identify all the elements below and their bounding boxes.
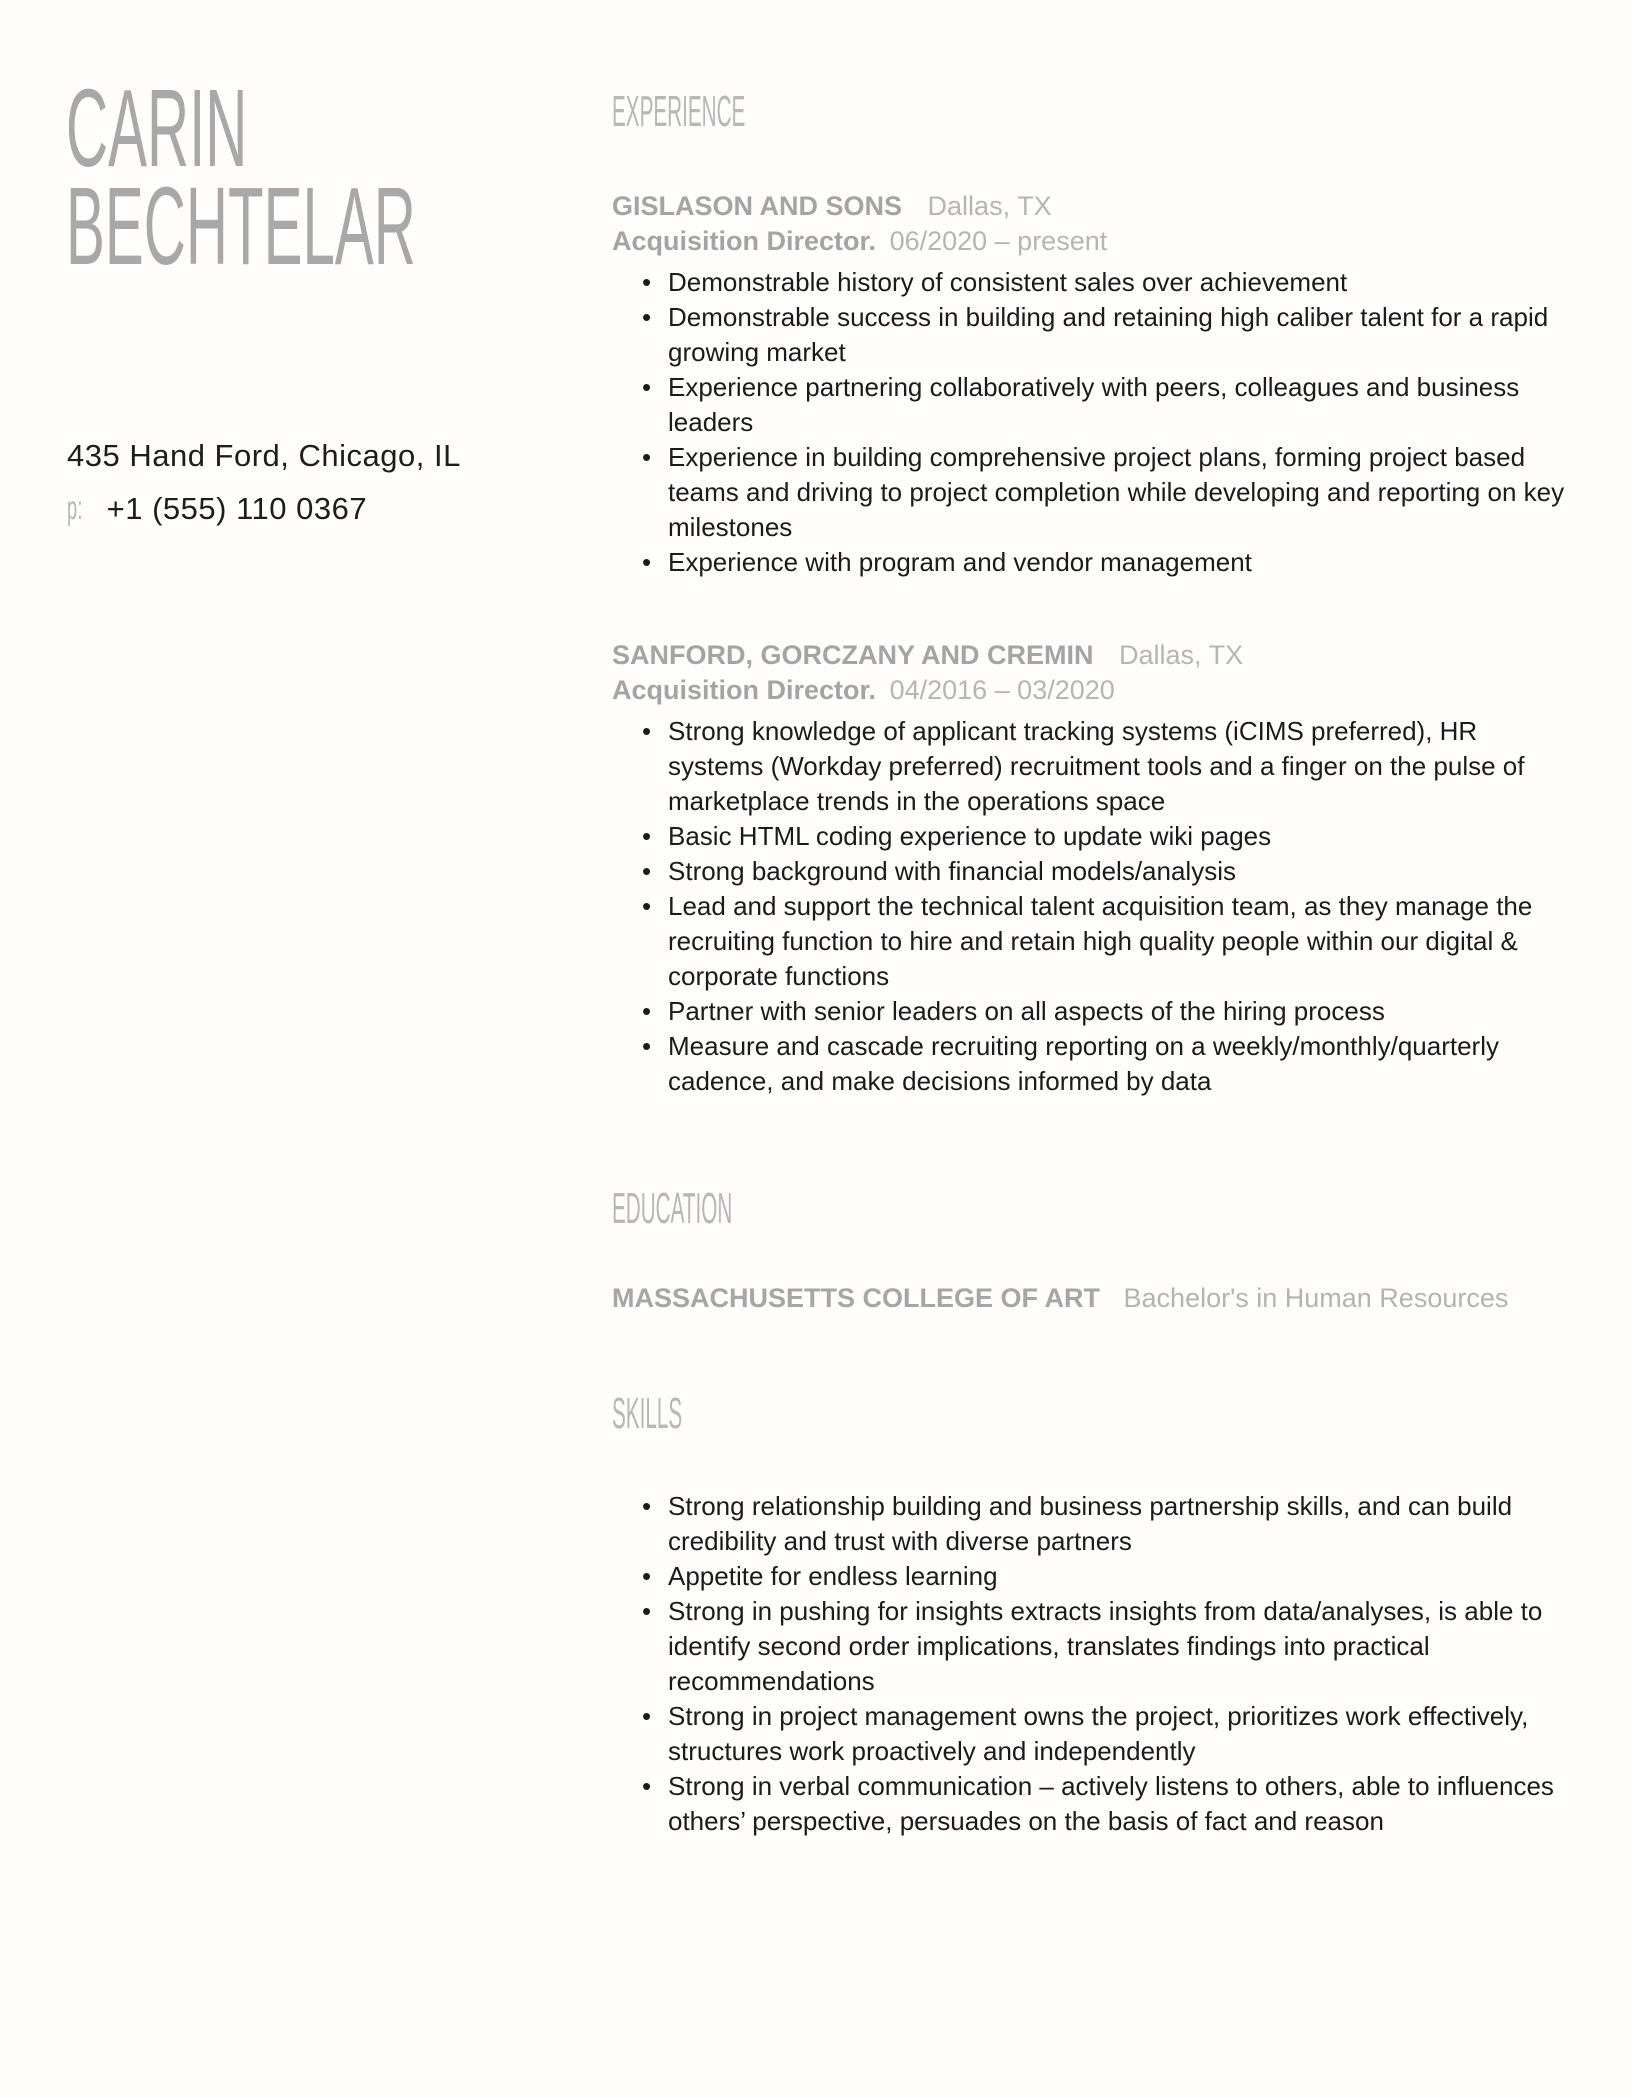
bullet-item: • Lead and support the technical talent acquisition team, as they manage the recruiting function to hire and retain high quality people within our digital & corporate functions bbox=[668, 889, 1577, 994]
job-entry bbox=[612, 638, 1577, 1099]
skill-item: • Strong in verbal communication – actively listens to others, able to influences others’ perspective, persuades on the basis of fact and reason bbox=[668, 1769, 1577, 1839]
skill-item: • Strong relationship building and business partnership skills, and can build credibility and trust with diverse partners bbox=[668, 1489, 1577, 1559]
role-line bbox=[612, 673, 1577, 708]
bullet-item: • Strong knowledge of applicant tracking systems (iCIMS preferred), HR systems (Workday preferred) recruitment tools and a finger on the pulse of marketplace trends in the operations space bbox=[668, 714, 1577, 819]
bullet-item: • Demonstrable success in building and retaining high caliber talent for a rapid growing market bbox=[668, 300, 1577, 370]
company-location: Dallas, TX bbox=[927, 191, 1052, 221]
bullet-item: • Partner with senior leaders on all aspects of the hiring process bbox=[668, 994, 1577, 1029]
section-education bbox=[612, 1184, 1577, 1316]
bullet-item: • Strong background with financial models/analysis bbox=[668, 854, 1577, 889]
job-role: Acquisition Director. bbox=[612, 675, 877, 705]
company-line bbox=[612, 189, 1577, 224]
job-dates: 04/2016 – 03/2020 bbox=[889, 675, 1115, 705]
job-role: Acquisition Director. bbox=[612, 226, 877, 256]
skills-list bbox=[612, 1489, 1577, 1839]
bullet-item: • Demonstrable history of consistent sales over achievement bbox=[668, 265, 1577, 300]
skill-item: • Appetite for endless learning bbox=[668, 1559, 1577, 1594]
company-name: SANFORD, GORCZANY AND CREMIN bbox=[612, 640, 1094, 670]
bullet-item: • Experience partnering collaboratively with peers, colleagues and business leaders bbox=[668, 370, 1577, 440]
bullet-list bbox=[612, 714, 1577, 1099]
contact-phone bbox=[67, 488, 367, 529]
bullet-item: • Measure and cascade recruiting reporting on a weekly/monthly/quarterly cadence, and make decisions informed by data bbox=[668, 1029, 1577, 1099]
section-skills bbox=[612, 1389, 1577, 1839]
education-entry bbox=[612, 1281, 1577, 1316]
bullet-item: • Experience with program and vendor management bbox=[668, 545, 1577, 580]
section-experience bbox=[612, 87, 1577, 1099]
bullet-item: • Experience in building comprehensive project plans, forming project based teams and driving to project completion while developing and reporting on key milestones bbox=[668, 440, 1577, 545]
education-section-title: EDUCATION bbox=[612, 1184, 733, 1233]
school-name: MASSACHUSETTS COLLEGE OF ART bbox=[612, 1283, 1101, 1313]
job-dates: 06/2020 – present bbox=[889, 226, 1108, 256]
bullet-item: • Basic HTML coding experience to update wiki pages bbox=[668, 819, 1577, 854]
role-line bbox=[612, 224, 1577, 259]
bullet-list bbox=[612, 265, 1577, 580]
skill-item: • Strong in project management owns the project, prioritizes work effectively, structures work proactively and independently bbox=[668, 1699, 1577, 1769]
job-entry bbox=[612, 189, 1577, 580]
experience-section-title: EXPERIENCE bbox=[612, 87, 746, 136]
degree: Bachelor's in Human Resources bbox=[1123, 1283, 1509, 1313]
contact-address bbox=[67, 436, 461, 476]
company-location: Dallas, TX bbox=[1119, 640, 1244, 670]
company-name: GISLASON AND SONS bbox=[612, 191, 903, 221]
name-line-1: CARIN bbox=[66, 67, 248, 190]
skills-section-title: SKILLS bbox=[612, 1389, 683, 1438]
name-line-2: BECHTELAR bbox=[66, 165, 416, 288]
phone-label: p: bbox=[67, 489, 83, 526]
phone-number: +1 (555) 110 0367 bbox=[106, 491, 368, 526]
company-line bbox=[612, 638, 1577, 673]
skill-item: • Strong in pushing for insights extracts insights from data/analyses, is able to identify second order implications, translates findings into practical recommendations bbox=[668, 1594, 1577, 1699]
address-text: 435 Hand Ford, Chicago, IL bbox=[67, 438, 461, 473]
